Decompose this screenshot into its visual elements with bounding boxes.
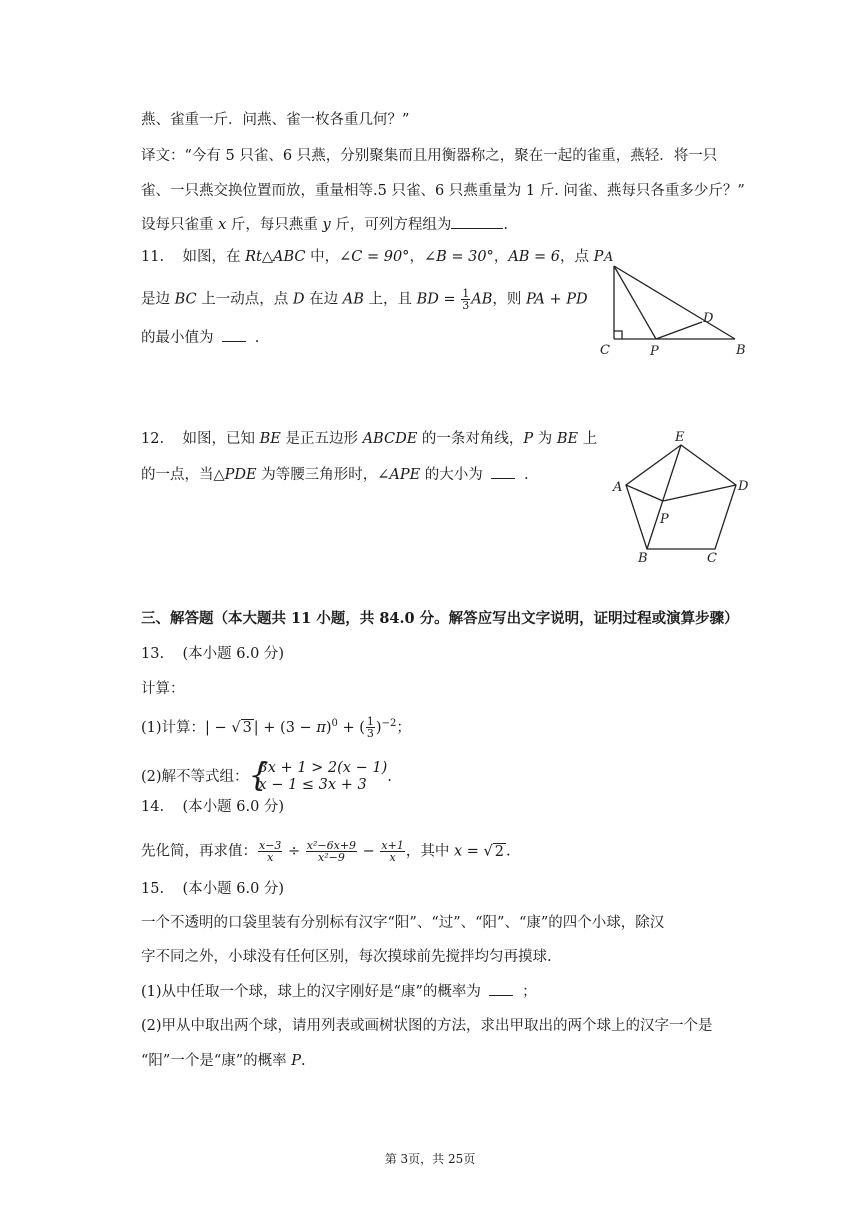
segment-PD	[663, 485, 736, 501]
sqrt-radicand: 3	[242, 719, 252, 736]
q14-score: (本小题 6.0 分)	[182, 799, 285, 815]
var-y: y	[322, 217, 331, 233]
label-A: A	[604, 250, 614, 265]
inequality-2: x − 1 ≤ 3x + 3	[258, 777, 367, 793]
text: “阳”一个是“康”的概率	[141, 1053, 292, 1069]
math: π	[316, 719, 326, 736]
section-heading: 三、解答题（本大题共 11 小题，共 84.0 分。解答应写出文字说明，证明过程或演算步骤）	[141, 610, 739, 627]
exponent: 0	[331, 718, 338, 729]
text: .	[387, 769, 392, 785]
text: 如图，已知	[182, 431, 260, 447]
math: | −	[205, 719, 232, 736]
label-D: D	[703, 311, 714, 326]
math: D	[292, 291, 305, 308]
fraction: $\frac{\text{x²−6x+9}}{\text{x²−9}}$	[306, 839, 357, 864]
math: ∠C = 90°	[339, 249, 410, 265]
q13-intro: 计算：	[141, 681, 185, 697]
text: (1)计算：	[141, 719, 206, 736]
page-footer: 第 3页，共 25页	[384, 1152, 476, 1166]
fraction: $\frac{1}{3}$	[462, 287, 470, 312]
q11-number: 11.	[141, 249, 165, 265]
q13-part1: (1)计算：| − √ 3 | + $(3 - \pi)^0$ + ( $\frac{1}{3}$ )$^{-2}$；	[141, 715, 411, 741]
segment-PD	[656, 322, 702, 339]
math: P	[291, 1053, 302, 1069]
text: 的大小为	[420, 467, 488, 483]
math: ABCDE	[362, 431, 418, 447]
math: )	[375, 719, 382, 736]
math: BD =	[416, 291, 461, 308]
exponent: −2	[381, 718, 397, 729]
math: ∠B = 30°	[423, 249, 494, 265]
text: ，点	[560, 249, 594, 265]
q15-score: (本小题 6.0 分)	[182, 881, 285, 897]
text: ；	[517, 984, 537, 1000]
text: 斤，可列方程组为	[330, 217, 452, 233]
math: | + (3 −	[253, 719, 317, 736]
math: + (	[337, 719, 365, 736]
right-angle-mark	[614, 331, 622, 339]
math: △	[261, 249, 274, 265]
text: .	[503, 217, 508, 233]
q11-line-3	[141, 327, 259, 348]
text: 是正五边形	[280, 431, 363, 447]
math: ÷	[283, 843, 305, 860]
text: 的一点，当	[141, 467, 214, 483]
fraction: $\frac{x-3}{x}$	[259, 839, 282, 864]
q15-line-4: (2)甲从中取出两个球，请用列表或画树状图的方法，求出甲取出的两个球上的汉字一个是	[141, 1018, 713, 1034]
math: ∠APE	[377, 467, 421, 483]
q14-header	[141, 797, 284, 817]
text: .	[301, 1053, 306, 1069]
text: 为等腰三角形时，	[256, 467, 378, 483]
text: 为	[533, 431, 557, 447]
q15-line-1: 一个不透明的口袋里装有分别标有汉字“阳”、“过”、“阳”、“康”的四个小球，除汉	[141, 915, 665, 931]
text: 是边	[141, 291, 175, 308]
text: .	[505, 843, 511, 860]
q11-figure	[590, 245, 760, 370]
text: ，其中	[405, 843, 454, 860]
q12-line-1	[141, 429, 597, 449]
text: 如图，在	[182, 249, 246, 265]
text-line-2: 译文：“今有 5 只雀、6 只燕，分别聚集而且用衡器称之，聚在一起的雀重，燕轻．将一只	[141, 148, 718, 164]
q11-line-1	[141, 247, 603, 267]
q13-header	[141, 644, 284, 664]
text: .	[519, 467, 529, 483]
inequality-1: 3x + 1 > 2(x − 1)	[258, 760, 388, 776]
label-P: P	[660, 512, 669, 527]
q12-number: 12.	[141, 431, 165, 447]
text: 上一动点，点	[196, 291, 293, 308]
math: BE	[556, 431, 579, 447]
text: (1)从中任取一个球，球上的汉字刚好是“康”的概率为	[141, 984, 486, 1000]
text: 的最小值为	[141, 330, 219, 346]
math: )	[325, 719, 332, 736]
q15-number: 15.	[141, 881, 165, 897]
text-line-4	[141, 214, 508, 235]
label-B: B	[638, 551, 648, 566]
text: ，则	[492, 291, 526, 308]
math: −	[358, 843, 380, 860]
text-line-1: 燕、雀重一斤．问燕、雀一枚各重几何？”	[141, 112, 410, 128]
q13-score: (本小题 6.0 分)	[182, 646, 285, 662]
segment-AP	[614, 266, 656, 339]
text: ；	[396, 719, 411, 736]
math: x =	[453, 843, 484, 860]
label-C: C	[707, 551, 717, 566]
text-line-3: 雀、一只燕交换位置而放，重量相等.5 只雀、6 只燕重量为 1 斤. 问雀、燕每只各重多少斤？”	[141, 183, 745, 199]
math: P	[523, 431, 534, 447]
text: 设每只雀重	[141, 217, 219, 233]
text: 上，且	[363, 291, 417, 308]
segment-AP	[626, 485, 663, 501]
text: 斤，每只燕重	[226, 217, 323, 233]
fraction: $\frac{1}{3}$	[366, 715, 374, 741]
sqrt-radicand: 2	[494, 843, 504, 860]
math: ABC	[273, 249, 306, 265]
q14-number: 14.	[141, 799, 165, 815]
q15-header	[141, 879, 284, 899]
q12-line-2	[141, 464, 529, 485]
label-A: A	[613, 480, 623, 495]
text: 先化简，再求值：	[141, 843, 257, 860]
text: 在边	[304, 291, 343, 308]
text: 中，	[305, 249, 340, 265]
math: PA + PD	[525, 291, 588, 308]
diagonal-BE	[647, 445, 681, 549]
q15-line-2: 字不同之外，小球没有任何区别，每次摸球前先搅拌均匀再摸球.	[141, 949, 552, 965]
q14-body: 先化简，再求值： $\frac{x-3}{x}$ ÷ $\frac{\text{x²−6x+9}}{\text{x²−9}}$ − $\frac{x+1}{x}$ ，其中 x = √ 2 .	[141, 839, 511, 864]
text: ，	[409, 249, 424, 265]
answer-blank	[222, 327, 246, 342]
math: AB	[342, 291, 364, 308]
label-D: D	[738, 479, 749, 494]
answer-blank	[491, 464, 515, 479]
inequality-system: { 3x + 1 > 2(x − 1) x − 1 ≤ 3x + 3	[248, 756, 388, 794]
text: (2)解不等式组：	[141, 769, 249, 785]
label-C: C	[600, 343, 610, 358]
math: AB	[471, 291, 493, 308]
math: PDE	[224, 467, 257, 483]
text: 上	[578, 431, 598, 447]
math: △	[213, 467, 225, 483]
q13-number: 13.	[141, 646, 165, 662]
label-E: E	[675, 430, 685, 445]
label-B: B	[736, 343, 746, 358]
fraction: $\frac{x+1}{x}$	[381, 839, 404, 864]
math: BE	[259, 431, 281, 447]
var-x: x	[218, 217, 227, 233]
text: .	[250, 330, 260, 346]
label-P: P	[650, 344, 659, 359]
math: AB = 6	[508, 249, 561, 265]
q11-line-2	[141, 288, 588, 311]
math: P	[593, 249, 604, 265]
text: ，	[493, 249, 509, 265]
answer-blank	[489, 981, 513, 996]
q15-line-3	[141, 981, 537, 1002]
q12-figure	[605, 425, 760, 570]
q13-part2	[141, 756, 392, 794]
q15-line-5	[141, 1051, 306, 1071]
segment-AB	[614, 266, 735, 339]
answer-blank	[451, 214, 503, 229]
math: BC	[174, 291, 197, 308]
text: 的一条对角线，	[417, 431, 524, 447]
math: Rt	[245, 249, 262, 265]
